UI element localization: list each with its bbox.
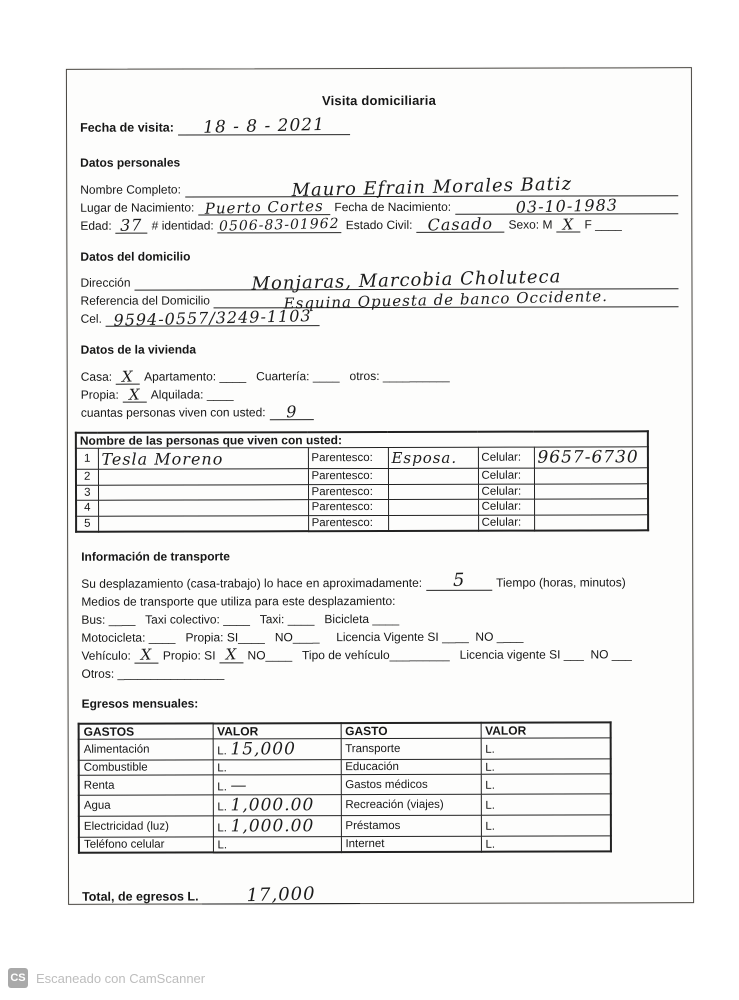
expense-value-cell <box>481 737 611 758</box>
visit-date-label: Fecha de visita: <box>80 120 174 135</box>
parentesco-value: Esposa. <box>391 448 458 467</box>
parentesco-cell <box>388 515 478 531</box>
total-value: 17,000 <box>246 883 317 906</box>
expense-row <box>79 758 611 775</box>
column-header: VALOR <box>481 722 611 738</box>
modes-row <box>81 593 679 610</box>
parentesco-cell <box>388 447 478 468</box>
celular-label: Celular: <box>478 468 534 484</box>
camscanner-logo-icon: CS <box>8 968 28 988</box>
vehicle-own-label: Propio: SI <box>162 647 216 663</box>
address-value: Monjaras, Marcobia Choluteca <box>251 266 562 295</box>
celular-cell <box>534 447 648 468</box>
table-row <box>76 483 648 500</box>
expense-category: Renta <box>79 775 213 795</box>
parentesco-label: Parentesco: <box>308 499 388 515</box>
id-line <box>218 216 342 236</box>
row-number: 5 <box>76 516 98 532</box>
currency-prefix: L. <box>485 779 495 792</box>
celular-label: Celular: <box>478 515 534 531</box>
birth-date-line <box>455 194 678 217</box>
expense-category: Teléfono celular <box>79 837 213 853</box>
expense-value-cell <box>481 836 611 852</box>
celular-label: Celular: <box>478 484 534 500</box>
ownership-row <box>81 386 679 403</box>
commute-suffix: Tiempo (horas, minutos) <box>496 574 626 590</box>
expense-category: Electricidad (luz) <box>79 816 213 837</box>
casa-label: Casa: <box>80 369 113 384</box>
vehicle-own-mark-line <box>220 645 244 664</box>
expense-value-cell <box>213 795 341 816</box>
expense-category: Combustible <box>79 759 213 775</box>
expense-row <box>79 794 611 816</box>
visit-date-value: 18 - 8 - 2021 <box>202 114 325 138</box>
sex-mark-line <box>556 214 580 234</box>
expense-value: 1,000.00 <box>230 816 315 837</box>
birth-row <box>80 194 678 218</box>
household-members-table <box>75 430 649 532</box>
row-number: 3 <box>76 485 98 501</box>
personal-section-heading: Datos personales <box>80 155 181 170</box>
camscanner-footer-text: Escaneado con CamScanner <box>36 970 206 986</box>
cel-row <box>80 305 679 330</box>
cel-line <box>106 305 320 330</box>
member-name: Tesla Moreno <box>101 448 224 469</box>
table-row <box>76 468 648 485</box>
commute-label: Su desplazamiento (casa-trabajo) lo hace en aproximadamente: <box>81 575 423 591</box>
currency-prefix: L. <box>217 762 227 775</box>
table-row <box>76 514 648 531</box>
celular-label: Celular: <box>478 499 534 515</box>
reference-value: Esquina Opuesta de banco Occidente. <box>283 286 609 313</box>
form-title: Visita domiciliaria <box>321 92 437 109</box>
expense-category: Internet <box>341 836 481 852</box>
expense-value-cell <box>481 774 611 794</box>
currency-prefix: L. <box>217 801 227 814</box>
vehicle-row <box>81 647 679 664</box>
table-row <box>76 447 648 469</box>
form-content <box>67 92 693 905</box>
household-table-header: Nombre de las personas que viven con usted: <box>76 431 648 448</box>
member-name-cell <box>98 500 308 516</box>
casa-mark-line <box>116 367 140 386</box>
persons-count-value: 9 <box>285 401 298 421</box>
expense-row <box>79 836 611 853</box>
expense-category: Agua <box>79 795 213 816</box>
member-name-cell <box>98 515 308 531</box>
vehicle-options-rest: NO____ Tipo de vehículo_________ Licencia vigente SI ___ NO ___ <box>247 646 632 662</box>
column-header: VALOR <box>213 723 341 739</box>
commute-row <box>81 569 679 592</box>
moto-options: Motocicleta: ____ Propia: SI____ NO____ Licencia Vigente SI ____ NO ____ <box>81 629 524 645</box>
vehicle-mark: X <box>140 645 153 664</box>
moto-row <box>81 629 679 646</box>
visit-date-row <box>80 114 678 138</box>
column-header: GASTOS <box>79 723 213 739</box>
housing-type-row <box>81 368 679 385</box>
celular-cell <box>534 483 648 499</box>
cel-label: Cel. <box>80 311 102 326</box>
celular-cell <box>534 468 648 484</box>
vehicle-own-mark: X <box>225 645 238 664</box>
birth-date-label: Fecha de Nacimiento: <box>334 199 452 215</box>
parentesco-label: Parentesco: <box>308 468 388 484</box>
domicile-section-heading: Datos del domicilio <box>80 249 191 264</box>
table-row <box>76 499 648 516</box>
scanned-form-sheet <box>66 67 694 905</box>
celular-value: 9657-6730 <box>537 447 639 468</box>
expense-value-cell <box>213 816 341 837</box>
expense-value-cell <box>481 794 611 815</box>
parentesco-cell <box>388 499 478 515</box>
expense-category: Recreación (viajes) <box>341 794 481 815</box>
total-label: Total, de egresos L. <box>82 889 199 904</box>
monthly-expenses-table <box>78 721 612 854</box>
propia-label: Propia: <box>80 387 119 402</box>
sex-label-male: Sexo: M <box>508 217 553 232</box>
persons-count-label: cuantas personas viven con usted: <box>80 405 266 420</box>
housing-section-heading: Datos de la vivienda <box>80 342 197 357</box>
row-number: 1 <box>76 448 98 469</box>
civil-status-line <box>416 213 504 235</box>
currency-prefix: L. <box>217 744 227 757</box>
bus-options: Bus: ____ Taxi colectivo: ____ Taxi: ____ Bicicleta ____ <box>81 611 400 627</box>
bus-row <box>81 611 679 628</box>
expense-value-cell <box>213 759 341 775</box>
currency-prefix: L. <box>485 838 496 851</box>
otros-row <box>81 665 679 682</box>
member-name-cell <box>98 469 308 485</box>
currency-prefix: L. <box>485 799 495 812</box>
persons-count-row <box>80 401 679 421</box>
age-value: 37 <box>120 214 144 235</box>
commute-value: 5 <box>452 569 466 592</box>
reference-label: Referencia del Domicilio <box>80 293 210 308</box>
birth-date-value: 03-10-1983 <box>515 194 618 217</box>
vehicle-mark-line <box>135 645 159 664</box>
expense-value: 1,000.00 <box>230 795 315 816</box>
sex-label-female: F ____ <box>584 217 622 232</box>
currency-prefix: L. <box>217 839 228 852</box>
expense-value: 15,000 <box>230 738 296 759</box>
visit-date-line <box>178 114 350 138</box>
transport-section-heading: Información de transporte <box>81 548 230 564</box>
row-number: 2 <box>76 469 98 485</box>
expense-value-cell <box>213 738 341 759</box>
birth-place-label: Lugar de Nacimiento: <box>80 200 195 215</box>
modes-label: Medios de transporte que utiliza para este desplazamiento: <box>81 593 396 609</box>
cel-value: 9594-0557/3249-1103 <box>113 305 313 330</box>
age-line <box>116 214 148 235</box>
parentesco-label: Parentesco: <box>308 484 388 500</box>
birth-place-value: Puerto Cortes <box>204 196 324 218</box>
propia-mark-line <box>123 385 147 404</box>
camscanner-footer <box>8 968 205 988</box>
expenses-header-row <box>79 722 611 739</box>
expense-value-cell <box>481 815 611 836</box>
persons-count-line <box>270 401 314 421</box>
expense-category: Alimentación <box>79 738 213 759</box>
celular-label: Celular: <box>478 447 534 468</box>
age-id-row <box>80 213 678 236</box>
commute-line <box>426 569 492 592</box>
member-name-cell <box>98 484 308 500</box>
casa-mark: X <box>122 367 135 386</box>
parentesco-label: Parentesco: <box>308 515 388 531</box>
expense-value: — <box>230 775 248 795</box>
celular-cell <box>534 514 648 530</box>
currency-prefix: L. <box>217 781 227 794</box>
parentesco-cell <box>388 484 478 500</box>
household-table-header-row <box>76 431 648 448</box>
expense-row <box>79 774 611 795</box>
member-name-cell <box>98 448 308 470</box>
full-name-value: Mauro Efrain Morales Batiz <box>291 173 573 201</box>
expense-category: Gastos médicos <box>341 774 481 794</box>
birth-place-line <box>198 196 330 218</box>
vehicle-label: Vehículo: <box>81 648 131 663</box>
currency-prefix: L. <box>485 820 496 833</box>
parentesco-cell <box>388 468 478 484</box>
id-value: 0506-83-01962 <box>219 216 341 236</box>
currency-prefix: L. <box>485 743 495 756</box>
parentesco-label: Parentesco: <box>308 447 388 468</box>
age-label: Edad: <box>80 218 112 233</box>
currency-prefix: L. <box>485 761 495 774</box>
currency-prefix: L. <box>217 822 228 835</box>
alquilada-label: Alquilada: ____ <box>150 387 234 402</box>
civil-status-value: Casado <box>427 213 494 235</box>
full-name-label: Nombre Completo: <box>80 182 181 197</box>
propia-mark: X <box>128 385 141 404</box>
expense-value-cell <box>481 758 611 774</box>
expense-category: Educación <box>341 759 481 775</box>
expense-category: Préstamos <box>341 815 481 836</box>
housing-type-options: Apartamento: ____ Cuartería: ____ otros: __________ <box>144 368 450 384</box>
expenses-section-heading: Egresos mensuales: <box>81 695 199 711</box>
id-label: # identidad: <box>151 218 214 233</box>
expense-value-cell <box>213 775 341 795</box>
expense-row <box>79 815 611 837</box>
expense-row <box>79 737 611 759</box>
expense-value-cell <box>213 837 341 853</box>
sex-mark: X <box>562 214 575 234</box>
expense-category: Transporte <box>341 738 481 759</box>
row-number: 4 <box>76 500 98 516</box>
civil-status-label: Estado Civil: <box>345 217 413 233</box>
address-label: Dirección <box>80 275 131 290</box>
otros-label: Otros: ________________ <box>81 665 225 681</box>
column-header: GASTO <box>341 722 481 738</box>
total-row <box>82 883 680 906</box>
total-line <box>203 883 361 906</box>
celular-cell <box>534 499 648 515</box>
